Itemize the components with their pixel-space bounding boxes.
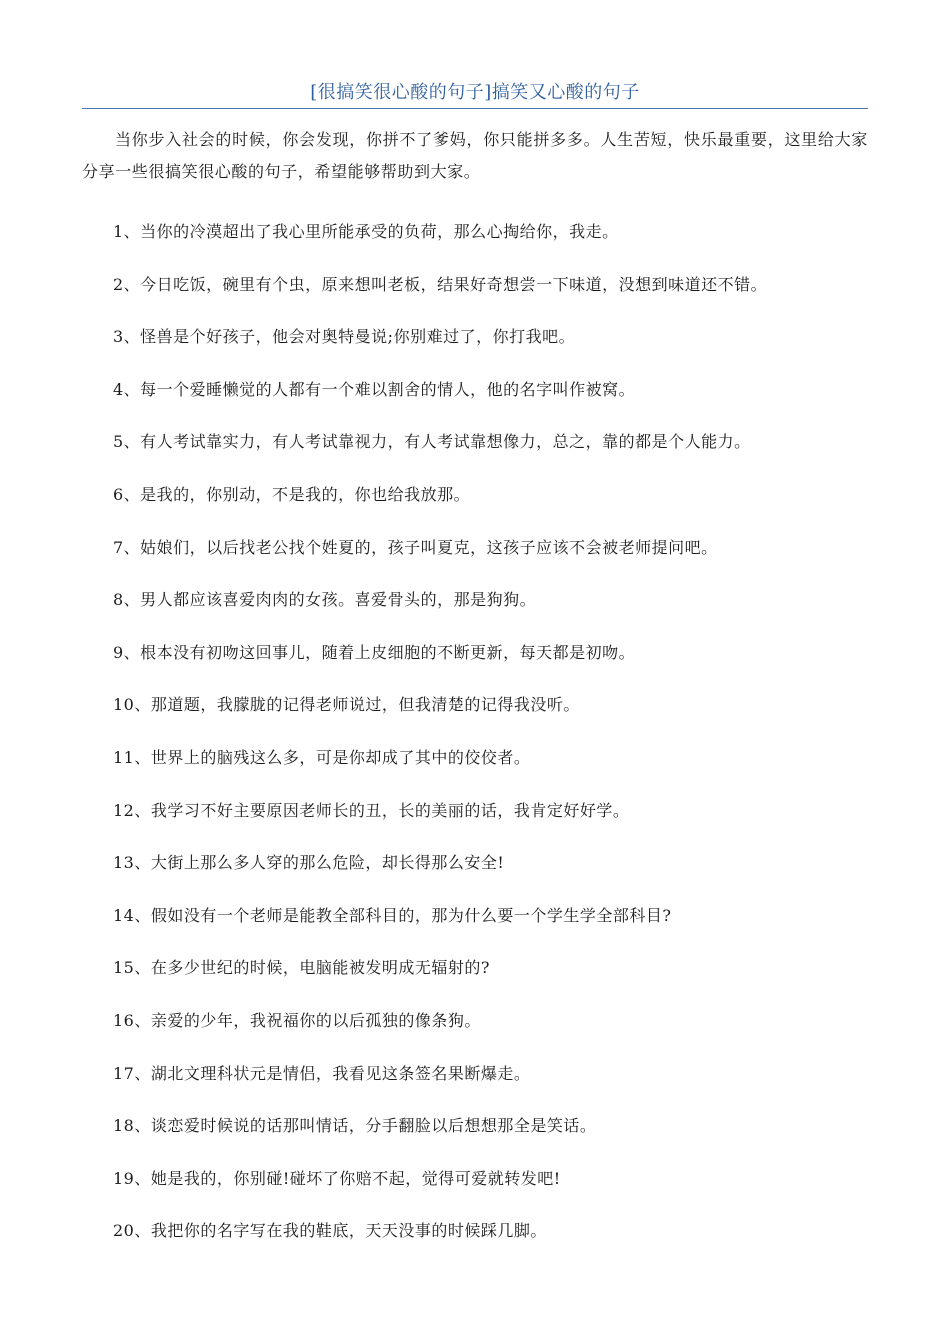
list-item: 16、亲爱的少年，我祝福你的以后孤独的像条狗。: [113, 1010, 481, 1030]
list-item: 14、假如没有一个老师是能教全部科目的，那为什么要一个学生学全部科目?: [113, 905, 672, 925]
list-item: 10、那道题，我朦胧的记得老师说过，但我清楚的记得我没听。: [113, 695, 580, 715]
list-item: 20、我把你的名字写在我的鞋底，天天没事的时候踩几脚。: [113, 1221, 547, 1241]
list-item: 15、在多少世纪的时候，电脑能被发明成无辐射的?: [113, 958, 490, 978]
list-item: 2、今日吃饭，碗里有个虫，原来想叫老板，结果好奇想尝一下味道，没想到味道还不错。: [113, 274, 768, 294]
intro-paragraph: 当你步入社会的时候，你会发现，你拼不了爹妈，你只能拼多多。人生苦短，快乐最重要，这里给大家分享一些很搞笑很心酸的句子，希望能够帮助到大家。: [82, 130, 868, 181]
list-item: 4、每一个爱睡懒觉的人都有一个难以割舍的情人，他的名字叫作被窝。: [113, 379, 636, 399]
list-item: 11、世界上的脑残这么多，可是你却成了其中的佼佼者。: [113, 747, 531, 767]
list-item: 12、我学习不好主要原因老师长的丑，长的美丽的话，我肯定好好学。: [113, 800, 630, 820]
list-item: 19、她是我的，你别碰!碰坏了你赔不起，觉得可爱就转发吧!: [113, 1168, 561, 1188]
list-item: 3、怪兽是个好孩子，他会对奥特曼说;你别难过了，你打我吧。: [113, 327, 576, 347]
list-item: 7、姑娘们，以后找老公找个姓夏的，孩子叫夏克，这孩子应该不会被老师提问吧。: [113, 537, 718, 557]
list-item: 5、有人考试靠实力，有人考试靠视力，有人考试靠想像力，总之，靠的都是个人能力。: [113, 432, 751, 452]
list-item: 6、是我的，你别动，不是我的，你也给我放那。: [113, 484, 471, 504]
list-item: 9、根本没有初吻这回事儿，随着上皮细胞的不断更新，每天都是初吻。: [113, 642, 636, 662]
list-item: 17、湖北文理科状元是情侣，我看见这条签名果断爆走。: [113, 1063, 531, 1083]
list-item: 13、大街上那么多人穿的那么危险，却长得那么安全!: [113, 853, 505, 873]
list-item: 8、男人都应该喜爱肉肉的女孩。喜爱骨头的，那是狗狗。: [113, 590, 537, 610]
title-underline: [82, 108, 868, 109]
list-item: 1、当你的冷漠超出了我心里所能承受的负荷，那么心掏给你，我走。: [113, 222, 619, 241]
list-item: 18、谈恋爱时候说的话那叫情话，分手翻脸以后想想那全是笑话。: [113, 1116, 597, 1136]
sentence-list: [82, 216, 868, 1268]
document-title: [很搞笑很心酸的句子]搞笑又心酸的句子: [310, 82, 640, 103]
